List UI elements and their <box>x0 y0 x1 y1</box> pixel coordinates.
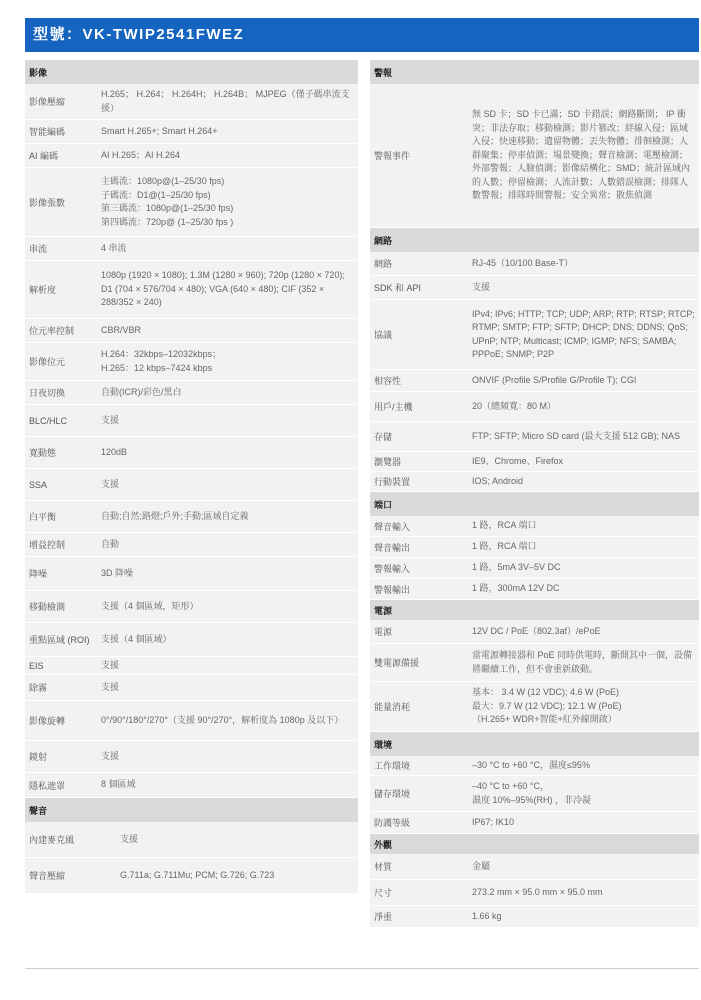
spec-value: –40 °C to +60 °C， 濕度 10%–95%(RH) ，非冷凝 <box>472 781 592 805</box>
spec-label: 寬動態 <box>29 448 57 458</box>
spec-value: 1.66 kg <box>472 910 502 921</box>
spec-row <box>370 516 699 537</box>
spec-label: 影像旋轉 <box>29 716 66 726</box>
spec-label: 白平衡 <box>29 512 57 522</box>
spec-row <box>370 854 699 880</box>
spec-value: AI H.265；AI H.264 <box>101 149 181 160</box>
spec-label: 用戶/主機 <box>374 402 413 412</box>
spec-row <box>370 812 699 834</box>
spec-label: 材質 <box>374 862 393 872</box>
spec-row <box>25 84 358 120</box>
spec-label: 聲音輸出 <box>374 542 411 553</box>
spec-value: –30 °C to +60 °C，濕度≤95% <box>472 759 590 770</box>
spec-label: 警報輸出 <box>374 584 411 595</box>
spec-value: 主碼流：1080p@(1–25/30 fps) 子碼流：D1@(1–25/30 fps) 第三碼流：1080p@(1–25/30 fps) 第四碼流：720p@ (1–25/30 fps ) <box>101 176 234 227</box>
spec-row <box>370 880 699 906</box>
spec-value: 支援 <box>101 659 120 670</box>
spec-row <box>25 675 358 701</box>
section-header-alarm: 警報 <box>370 60 699 84</box>
spec-row <box>25 405 358 437</box>
spec-value: Smart H.265+; Smart H.264+ <box>101 125 218 136</box>
spec-value: IP67; IK10 <box>472 816 515 827</box>
spec-value: 1 路，300mA 12V DC <box>472 583 560 594</box>
spec-row <box>25 501 358 533</box>
spec-row <box>25 319 358 343</box>
spec-label: 鏡射 <box>29 752 48 762</box>
right-spec-column <box>370 60 699 928</box>
spec-value: 無 SD 卡；SD 卡已滿；SD 卡錯誤；網路斷開； IP 衝突；非法存取；移動檢測；影片篡改；絆線入侵；區域入侵；快速移動；遺留物體；丟失物體；徘徊檢測；人群聚集；停車偵測；場景變換；聲音檢測；電壓檢測；外部警報；人臉偵測；影像結構化；SMD；統計區域內的人數；停留檢測；人流計數；人數錯誤檢測；排隊人數警報；排隊時間警報；安全異常；散焦偵測 <box>472 109 691 201</box>
spec-value: 0°/90°/180°/270°（支援 90°/270°，解析度為 1080p 及以下） <box>101 714 344 725</box>
spec-label: 尺寸 <box>374 888 393 898</box>
spec-row <box>370 84 699 228</box>
spec-label: 淨重 <box>374 912 393 922</box>
spec-row <box>370 252 699 276</box>
spec-value: 自動;自然;路燈;戶外;手動;區域自定義 <box>101 510 249 521</box>
spec-label: 行動裝置 <box>374 477 411 487</box>
spec-row <box>25 437 358 469</box>
spec-label: 增益控制 <box>29 540 66 550</box>
spec-value: ONVIF (Profile S/Profile G/Profile T); CGI <box>472 374 637 385</box>
spec-label: 瀏覽器 <box>374 457 402 467</box>
spec-value: 支援 <box>101 681 120 692</box>
spec-row <box>370 392 699 422</box>
spec-row <box>25 591 358 623</box>
spec-label: 移動檢測 <box>29 602 66 612</box>
section-header-appearance: 外觀 <box>370 834 699 854</box>
spec-row <box>25 657 358 675</box>
spec-value: 基本： 3.4 W (12 VDC); 4.6 W (PoE) 最大：9.7 W (12 VDC); 12.1 W (PoE) （H.265+ WDR+智能+紅外線開啟） <box>472 687 622 725</box>
spec-value: RJ-45（10/100 Base-T） <box>472 257 574 268</box>
spec-value: IOS; Android <box>472 475 524 486</box>
spec-label: 串流 <box>29 244 48 254</box>
spec-label: 工作環境 <box>374 761 411 771</box>
spec-value: IE9、Chrome、Firefox <box>472 455 564 466</box>
spec-value: H.264：32kbps–12032kbps； H.265：12 kbps–7424 kbps <box>101 349 222 373</box>
section-header-network: 網路 <box>370 228 699 252</box>
spec-label: 協議 <box>374 330 393 340</box>
spec-value: 3D 降噪 <box>101 567 134 578</box>
spec-value: G.711a; G.711Mu; PCM; G.726; G.723 <box>120 869 275 880</box>
spec-value: 1 路，RCA 端口 <box>472 520 537 531</box>
spec-row <box>370 472 699 492</box>
spec-label: 內建麥克風 <box>29 835 75 845</box>
spec-row <box>25 858 358 894</box>
spec-label: 警報輸入 <box>374 563 411 574</box>
spec-label: 影像張數 <box>29 197 66 208</box>
spec-value: 1 路，5mA 3V–5V DC <box>472 562 561 573</box>
spec-row <box>25 343 358 381</box>
spec-row <box>370 276 699 300</box>
spec-row <box>370 370 699 392</box>
spec-row <box>25 469 358 501</box>
spec-row <box>370 620 699 644</box>
section-header-audio: 聲音 <box>25 798 358 822</box>
spec-value: FTP; SFTP; Micro SD card (最大支援 512 GB); NAS <box>472 430 681 441</box>
spec-value: 支援 <box>120 833 139 844</box>
spec-row <box>25 741 358 773</box>
spec-row <box>25 623 358 657</box>
spec-value: 自動 <box>101 538 120 549</box>
spec-row <box>370 906 699 928</box>
spec-label: 網路 <box>374 259 393 269</box>
spec-label: SSA <box>29 479 48 490</box>
spec-row <box>370 452 699 472</box>
spec-label: 防護等級 <box>374 818 411 828</box>
spec-label: 智能編碼 <box>29 127 66 137</box>
spec-value: 支援 <box>472 281 491 292</box>
spec-row <box>25 773 358 798</box>
spec-row <box>25 168 358 237</box>
spec-value: 20（總頻寬：80 M） <box>472 400 557 411</box>
spec-label: 日夜切換 <box>29 388 66 398</box>
spec-value: 12V DC / PoE（802.3af）/ePoE <box>472 625 601 636</box>
spec-value: 支援 <box>101 750 120 761</box>
spec-row <box>370 300 699 370</box>
spec-row <box>25 701 358 741</box>
spec-value: 當電源轉接器和 PoE 同時供電時，斷開其中一個，設備將繼續工作，但不會重新啟動。 <box>472 650 693 674</box>
spec-label: SDK 和 API <box>374 283 422 293</box>
spec-value: 120dB <box>101 446 128 457</box>
spec-row <box>25 822 358 858</box>
spec-label: AI 編碼 <box>29 151 59 161</box>
spec-row <box>25 144 358 168</box>
spec-label: 影像位元 <box>29 357 66 367</box>
spec-row <box>25 381 358 405</box>
spec-label: 重點區域 (ROI) <box>29 635 90 645</box>
spec-value: 1080p (1920 × 1080); 1.3M (1280 × 960); 720p (1280 × 720); D1 (704 × 576/704 × 480); VGA (640 × 480); CIF (352 × 288/352 × 240) <box>101 270 345 308</box>
spec-label: 位元率控制 <box>29 326 75 336</box>
spec-label: 能量消耗 <box>374 702 411 712</box>
spec-row <box>370 682 699 732</box>
spec-row <box>370 537 699 558</box>
section-header-power: 電源 <box>370 600 699 620</box>
spec-value: 1 路，RCA 端口 <box>472 541 537 552</box>
spec-row <box>25 557 358 591</box>
spec-row <box>370 776 699 812</box>
left-spec-column <box>25 60 358 894</box>
section-header-video: 影像 <box>25 60 358 84</box>
spec-label: 影像壓縮 <box>29 97 66 107</box>
spec-row <box>25 261 358 319</box>
spec-label: 存儲 <box>374 432 393 442</box>
spec-label: 相容性 <box>374 376 402 386</box>
spec-row <box>370 579 699 600</box>
spec-value: H.265； H.264； H.264H； H.264B； MJPEG（僅子碼串流支援） <box>101 89 350 113</box>
spec-label: BLC/HLC <box>29 415 68 426</box>
spec-value: CBR/VBR <box>101 324 142 335</box>
spec-value: 自動(ICR)/彩色/黑白 <box>101 386 182 397</box>
footer-divider <box>25 968 699 969</box>
spec-row <box>370 756 699 776</box>
section-header-ports: 端口 <box>370 492 699 516</box>
spec-label: 隱私遮罩 <box>29 780 66 791</box>
spec-value: IPv4; IPv6; HTTP; TCP; UDP; ARP; RTP; RTSP; RTCP; RTMP; SMTP; FTP; SFTP; DHCP; DNS; DDNS; QoS; UPnP; NTP; Multicast; ICMP; IGMP; NFS; SAMBA; PPPoE; SNMP; P2P <box>472 308 695 359</box>
spec-value: 4 串流 <box>101 242 127 253</box>
spec-row <box>370 558 699 579</box>
spec-label: 降噪 <box>29 569 48 579</box>
spec-label: 電源 <box>374 627 393 637</box>
spec-row <box>25 533 358 557</box>
spec-value: 支援 <box>101 478 120 489</box>
spec-label: 除霧 <box>29 683 48 693</box>
spec-label: 聲音壓縮 <box>29 871 66 881</box>
spec-row <box>25 237 358 261</box>
spec-label: 儲存環境 <box>374 789 411 799</box>
spec-value: 支援（4 個區域） <box>101 633 172 644</box>
spec-row <box>25 120 358 144</box>
model-title: 型號：VK-TWIP2541FWEZ <box>33 26 245 43</box>
section-header-environment: 環境 <box>370 732 699 756</box>
spec-row <box>370 644 699 682</box>
spec-value: 8 個區域 <box>101 779 136 790</box>
model-title-banner <box>25 18 699 52</box>
spec-value: 支援（4 個區域，矩形） <box>101 600 199 611</box>
spec-value: 支援 <box>101 414 120 425</box>
spec-label: EIS <box>29 660 44 671</box>
spec-label: 雙電源備援 <box>374 658 420 668</box>
spec-value: 273.2 mm × 95.0 mm × 95.0 mm <box>472 886 603 897</box>
spec-row <box>370 422 699 452</box>
spec-label: 警報事件 <box>374 151 411 161</box>
spec-label: 聲音輸入 <box>374 521 411 532</box>
spec-value: 金屬 <box>472 860 491 871</box>
spec-label: 解析度 <box>29 285 57 295</box>
